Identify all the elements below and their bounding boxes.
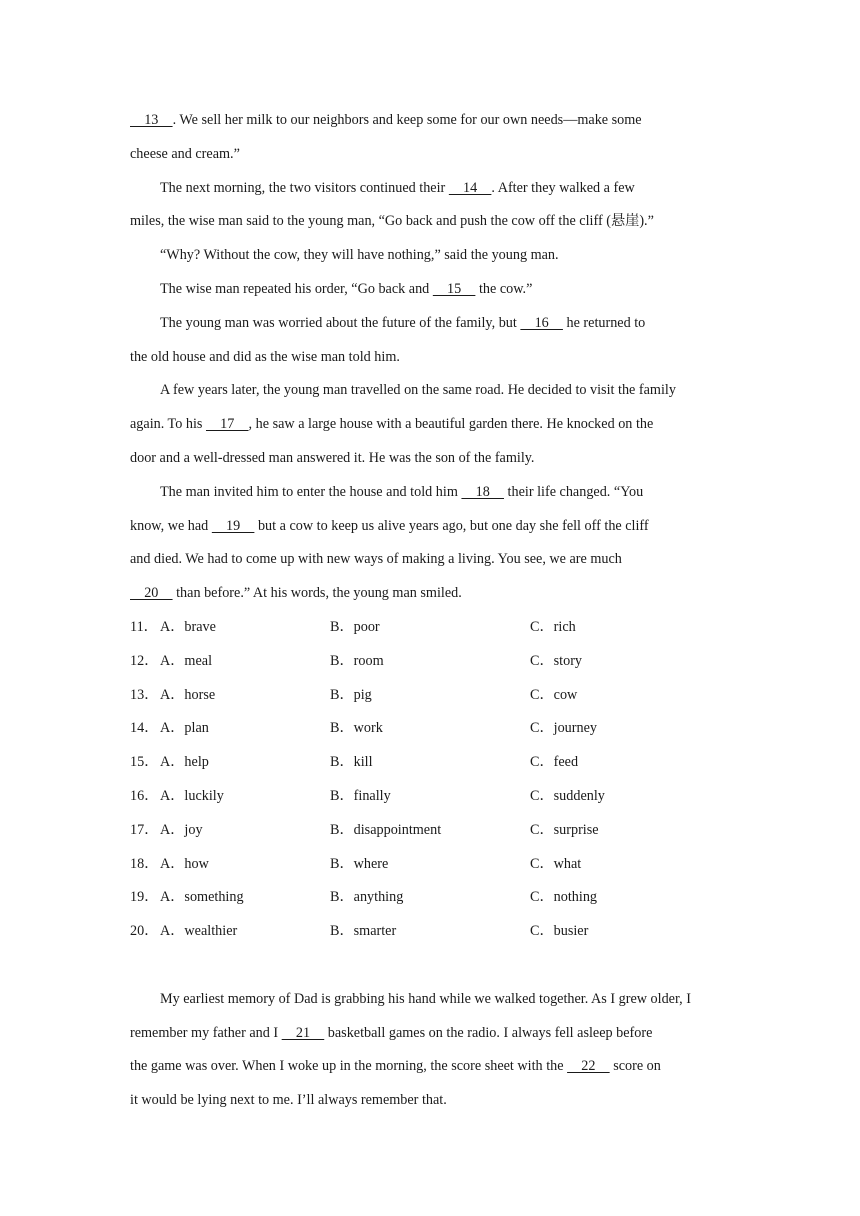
- option-a: A．horse: [160, 686, 216, 703]
- option-a: A．joy: [160, 821, 203, 838]
- option-b: B．poor: [330, 618, 380, 635]
- option-a: A．luckily: [160, 787, 224, 804]
- option-a: A．how: [160, 855, 209, 872]
- option-b: B．finally: [330, 787, 391, 804]
- option-b: B．pig: [330, 686, 372, 703]
- blank-18: 18: [461, 483, 504, 500]
- text-line: it would be lying next to me. I’ll always remember that.: [130, 1092, 447, 1109]
- passage-2: [130, 983, 730, 1118]
- text-line: miles, the wise man said to the young man, “Go back and push the cow off the cliff (悬崖).”: [130, 213, 654, 230]
- blank-13: 13: [130, 112, 173, 128]
- option-c: C．suddenly: [530, 787, 605, 804]
- blank-19: 19: [211, 517, 255, 534]
- option-c: C．nothing: [530, 889, 598, 906]
- blank-15: 15: [432, 280, 476, 297]
- question-row: 13． A．horse B．pig C．cow: [130, 679, 730, 713]
- option-b: B．room: [330, 652, 384, 669]
- option-a: A．help: [160, 754, 209, 771]
- question-options: [130, 611, 730, 949]
- blank-20: 20: [130, 585, 173, 602]
- question-row: 17． A．joy B．disappointment C．surprise: [130, 814, 730, 848]
- text-line: My earliest memory of Dad is grabbing his hand while we walked together. As I grew older, I: [160, 990, 691, 1007]
- option-b: B．disappointment: [330, 821, 442, 838]
- blank-21: 21: [281, 1024, 325, 1041]
- document-page: [130, 104, 730, 1118]
- option-b: B．work: [330, 720, 383, 737]
- question-row: 16． A．luckily B．finally C．suddenly: [130, 780, 730, 814]
- question-row: 14． A．plan B．work C．journey: [130, 712, 730, 746]
- option-c: C．surprise: [530, 821, 599, 838]
- question-row: 12． A．meal B．room C．story: [130, 645, 730, 679]
- text-line: The man invited him to enter the house and told him 18 their life changed. “You: [160, 483, 644, 500]
- text-line: A few years later, the young man travelled on the same road. He decided to visit the family: [160, 382, 676, 399]
- text-line: The next morning, the two visitors continued their 14 . After they walked a few: [160, 179, 635, 196]
- option-b: B．anything: [330, 889, 404, 906]
- text-line: 20 than before.” At his words, the young man smiled.: [130, 585, 462, 602]
- option-c: C．feed: [530, 754, 579, 771]
- option-a: A．wealthier: [160, 923, 238, 940]
- text-line: The young man was worried about the future of the family, but 16 he returned to: [160, 314, 646, 331]
- text-line: “Why? Without the cow, they will have nothing,” said the young man.: [160, 247, 559, 264]
- blank-22: 22: [567, 1058, 610, 1075]
- question-row: 15． A．help B．kill C．feed: [130, 746, 730, 780]
- text-line: know, we had 19 but a cow to keep us alive years ago, but one day she fell off the cliff: [130, 517, 649, 534]
- option-a: A．plan: [160, 720, 209, 737]
- text-line: remember my father and I 21 basketball games on the radio. I always fell asleep before: [130, 1024, 653, 1041]
- blank-14: 14: [448, 179, 492, 196]
- blank-16: 16: [520, 314, 563, 331]
- option-c: C．journey: [530, 720, 597, 737]
- text-line: the game was over. When I woke up in the morning, the score sheet with the 22 score on: [130, 1058, 661, 1075]
- text-line: 13 . We sell her milk to our neighbors and keep some for our own needs—make some: [130, 112, 642, 128]
- text-line: door and a well-dressed man answered it. He was the son of the family.: [130, 449, 535, 466]
- text-line: again. To his 17 , he saw a large house with a beautiful garden there. He knocked on the: [130, 416, 654, 433]
- option-c: C．busier: [530, 923, 589, 940]
- option-c: C．what: [530, 855, 582, 872]
- text-line: cheese and cream.”: [130, 145, 240, 162]
- text-line: and died. We had to come up with new ways of making a living. You see, we are much: [130, 551, 622, 568]
- option-b: B．kill: [330, 754, 373, 771]
- question-row: 18． A．how B．where C．what: [130, 848, 730, 882]
- blank-17: 17: [205, 416, 249, 433]
- option-a: A．something: [160, 889, 244, 906]
- passage-1: [130, 104, 730, 611]
- option-a: A．meal: [160, 652, 213, 669]
- question-row: 19． A．something B．anything C．nothing: [130, 881, 730, 915]
- text-line: the old house and did as the wise man told him.: [130, 348, 400, 365]
- text-line: The wise man repeated his order, “Go back and 15 the cow.”: [160, 280, 533, 297]
- question-row: 11． A．brave B．poor C．rich: [130, 611, 730, 645]
- option-b: B．where: [330, 855, 389, 872]
- option-b: B．smarter: [330, 923, 397, 940]
- question-row: 20． A．wealthier B．smarter C．busier: [130, 915, 730, 949]
- option-c: C．story: [530, 652, 583, 669]
- option-c: C．rich: [530, 618, 576, 635]
- option-c: C．cow: [530, 686, 578, 703]
- spacer: [130, 949, 730, 983]
- option-a: A．brave: [160, 618, 216, 635]
